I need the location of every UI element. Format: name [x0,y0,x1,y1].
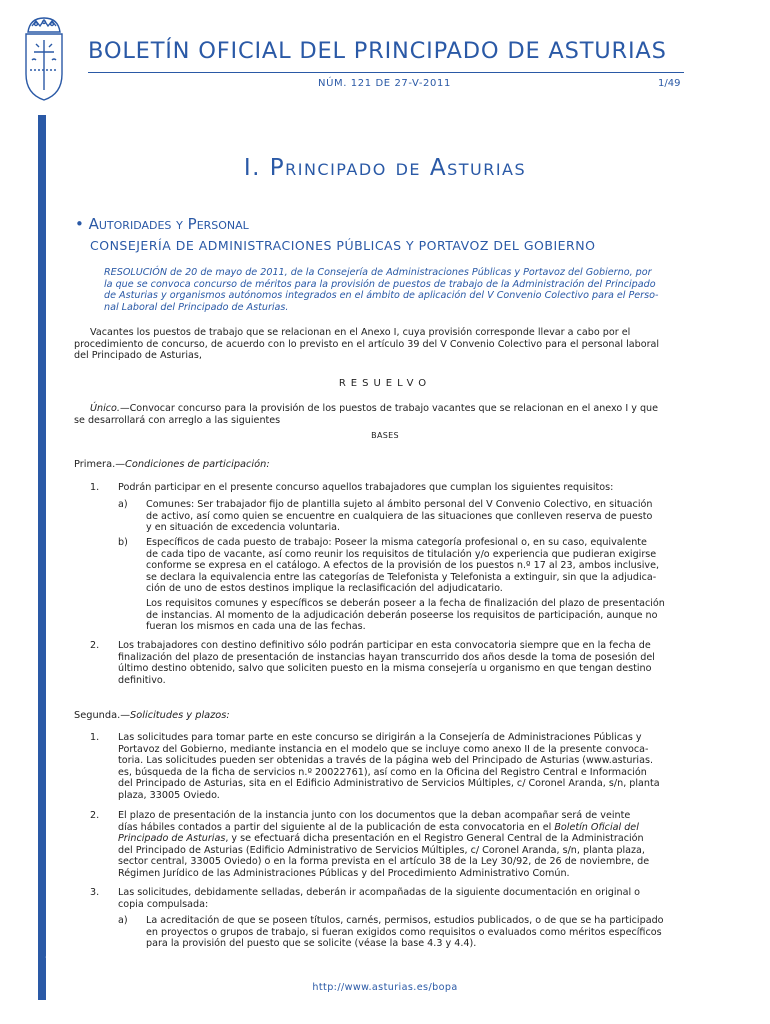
text-line: plaza, 33005 Oviedo. [118,789,220,801]
list-item-a [146,499,696,534]
text-line: del Principado de Asturias, sita en el Edificio Administrativo de Servicios Múltiples, c/ Coronel Aranda, s/n, planta [118,778,660,790]
primera-title: Condiciones de participación: [125,459,270,470]
document-code-text: Cód. 2011-10640 [46,889,56,968]
requirements-note [146,598,696,633]
text-line: la que se convoca concurso de méritos para la provisión de puestos de trabajo de la Administración del Principado [104,278,656,290]
text-line: Las solicitudes para tomar parte en este concurso se dirigirán a la Consejería de Administraciones Públicas y [118,732,642,743]
text-line: Los trabajadores con destino definitivo sólo podrán participar en esta convocatoria siempre que en la fecha de [118,640,651,651]
text-line: se declara la equivalencia entre las categorías de Telefonista y Telefonista a extinguir, sin que la adjudica- [146,571,657,583]
text-line: de activo, así como quien se encuentre en cualquiera de las situaciones que conlleven reserva de puesto [146,510,653,522]
primera-heading [74,459,270,470]
unico-paragraph [74,403,696,426]
subsection-title: • Autoridades y Personal [75,215,249,233]
text-line: nal Laboral del Principado de Asturias. [104,301,289,313]
list-letter: b) [118,537,128,548]
intro-paragraph [74,327,696,362]
text-line: en proyectos o grupos de trabajo, si fueran exigidos como requisitos o evaluados como méritos específicos [146,926,662,938]
list-letter: a) [118,499,128,510]
segunda-label: Segunda.— [74,710,131,721]
text-line: ción de uno de estos destinos implique la reclasificación del adjudicatario. [146,583,503,595]
text-line: —Convocar concurso para la provisión de los puestos de trabajo vacantes que se relacionan en el anexo I y que [119,403,659,414]
resolution-summary [104,267,697,313]
text-line: La acreditación de que se poseen títulos, carnés, permisos, estudios publicados, o de que se ha participado [146,915,664,926]
header-rule [88,72,684,73]
text-line: es, búsqueda de la ficha de servicios n.º 20022761), así como en la Oficina del Registro Central e Información [118,766,647,778]
text-line: finalización del plazo de presentación de instancias hayan transcurrido dos años desde la toma de posesión del [118,651,655,663]
list-item-text [118,732,696,802]
text-line: de Asturias y organismos autónomos integrados en el ámbito de aplicación del V Convenio Colectivo para el Perso- [104,290,659,302]
list-number: 1. [90,482,100,493]
text-line: último destino obtenido, salvo que soliciten puesto en la misma consejería u organismo en que tengan destino [118,663,652,675]
text-line: se desarrollará con arreglo a las siguientes [74,414,281,426]
bulletin-title: BOLETÍN OFICIAL DEL PRINCIPADO DE ASTURIAS [88,38,667,64]
text-line: Comunes: Ser trabajador fijo de plantilla sujeto al ámbito personal del V Convenio Colectivo, en situación [146,499,653,510]
list-number: 1. [90,732,100,743]
text-line: Vacantes los puestos de trabajo que se relacionan en el Anexo I, cuya provisión corresponde llevar a cabo por el [90,327,631,338]
text-line: definitivo. [118,674,166,686]
section-title: I. Principado de Asturias [243,155,527,181]
text-line: El plazo de presentación de la instancia junto con los documentos que la deban acompañar será de veinte [118,810,631,821]
text-line: de cada tipo de vacante, así como reunir los requisitos de titulación y/o experiencia que pudieran exigirse [146,548,657,560]
text-line: , y se efectuará dicha presentación en el Registro General Central de la Administración [225,833,644,845]
list-item-text: Podrán participar en el presente concurso aquellos trabajadores que cumplan los siguientes requisitos: [118,482,614,493]
issuing-authority: CONSEJERÍA DE ADMINISTRACIONES PÚBLICAS Y PORTAVOZ DEL GOBIERNO [90,238,596,253]
text-line: conforme se expresa en el catálogo. A efectos de la provisión de los puestos n.º 17 al 23, ambos inclusive, [146,560,660,572]
unico-label: Único. [90,403,120,414]
bases-heading: BASES [371,431,399,440]
footer-url[interactable]: http://www.asturias.es/bopa [312,982,458,993]
list-item-text [118,640,696,686]
text-line: de instancias. Al momento de la adjudicación deberán poseerse los requisitos de participación, aunque no [146,609,658,621]
text-line: Específicos de cada puesto de trabajo: Poseer la misma categoría profesional o, en su caso, equivalente [146,537,647,548]
text-line: del Principado de Asturias, [74,350,202,362]
list-item-a [146,915,696,950]
document-code [20,860,60,970]
text-line: RESOLUCIÓN de 20 de mayo de 2011, de la Consejería de Administraciones Públicas y Portavoz del Gobierno, por [104,267,652,278]
list-number: 2. [90,640,100,651]
bopa-ref: Boletín Oficial del [554,821,639,833]
text-line: del Principado de Asturias (Edificio Administrativo de Servicios Múltiples, c/ Coronel Aranda, s/n, planta plaza, [118,844,645,856]
primera-label: Primera.— [74,459,125,470]
text-line: fueran los mismos en cada una de las fechas. [146,621,366,633]
segunda-title: Solicitudes y plazos: [130,710,230,721]
list-number: 2. [90,810,100,821]
page-number: 1/49 [658,78,681,89]
text-line: Régimen Jurídico de las Administraciones Públicas y del Procedimiento Administrativo Común. [118,867,570,879]
bopa-ref: Principado de Asturias [118,833,226,845]
text-line: Los requisitos comunes y específicos se deberán poseer a la fecha de finalización del plazo de presentación [146,598,665,609]
text-line: Las solicitudes, debidamente selladas, deberán ir acompañadas de la siguiente documentación en original o [118,887,641,898]
text-line: para la provisión del puesto que se solicite (véase la base 4.3 y 4.4). [146,938,477,950]
text-line: sector central, 33005 Oviedo) o en la forma prevista en el artículo 38 de la Ley 30/92, de 26 de noviembre, de [118,856,650,868]
list-letter: a) [118,915,128,926]
list-number: 3. [90,887,100,898]
resuelvo-heading: RESUELVO [338,378,432,389]
list-item-text [118,887,696,910]
issue-number: NÚM. 121 DE 27-V-2011 [318,78,451,89]
asturias-crest-icon [20,14,68,102]
text-line: toria. Las solicitudes pueden ser obtenidas a través de la página web del Principado de Asturias (www.asturias. [118,755,654,767]
text-line: procedimiento de concurso, de acuerdo con lo previsto en el artículo 39 del V Convenio Colectivo para el personal laboral [74,338,660,350]
text-line: Portavoz del Gobierno, mediante instancia en el modelo que se incluye como anexo II de la presente convoca- [118,743,649,755]
list-item-b [146,537,696,595]
text-line: copia compulsada: [118,898,209,910]
text-line: y en situación de excedencia voluntaria. [146,522,341,534]
list-item-text [118,810,696,880]
segunda-heading [74,710,230,721]
text-line: días hábiles contados a partir del siguiente al de la publicación de esta convocatoria en el [118,821,555,833]
